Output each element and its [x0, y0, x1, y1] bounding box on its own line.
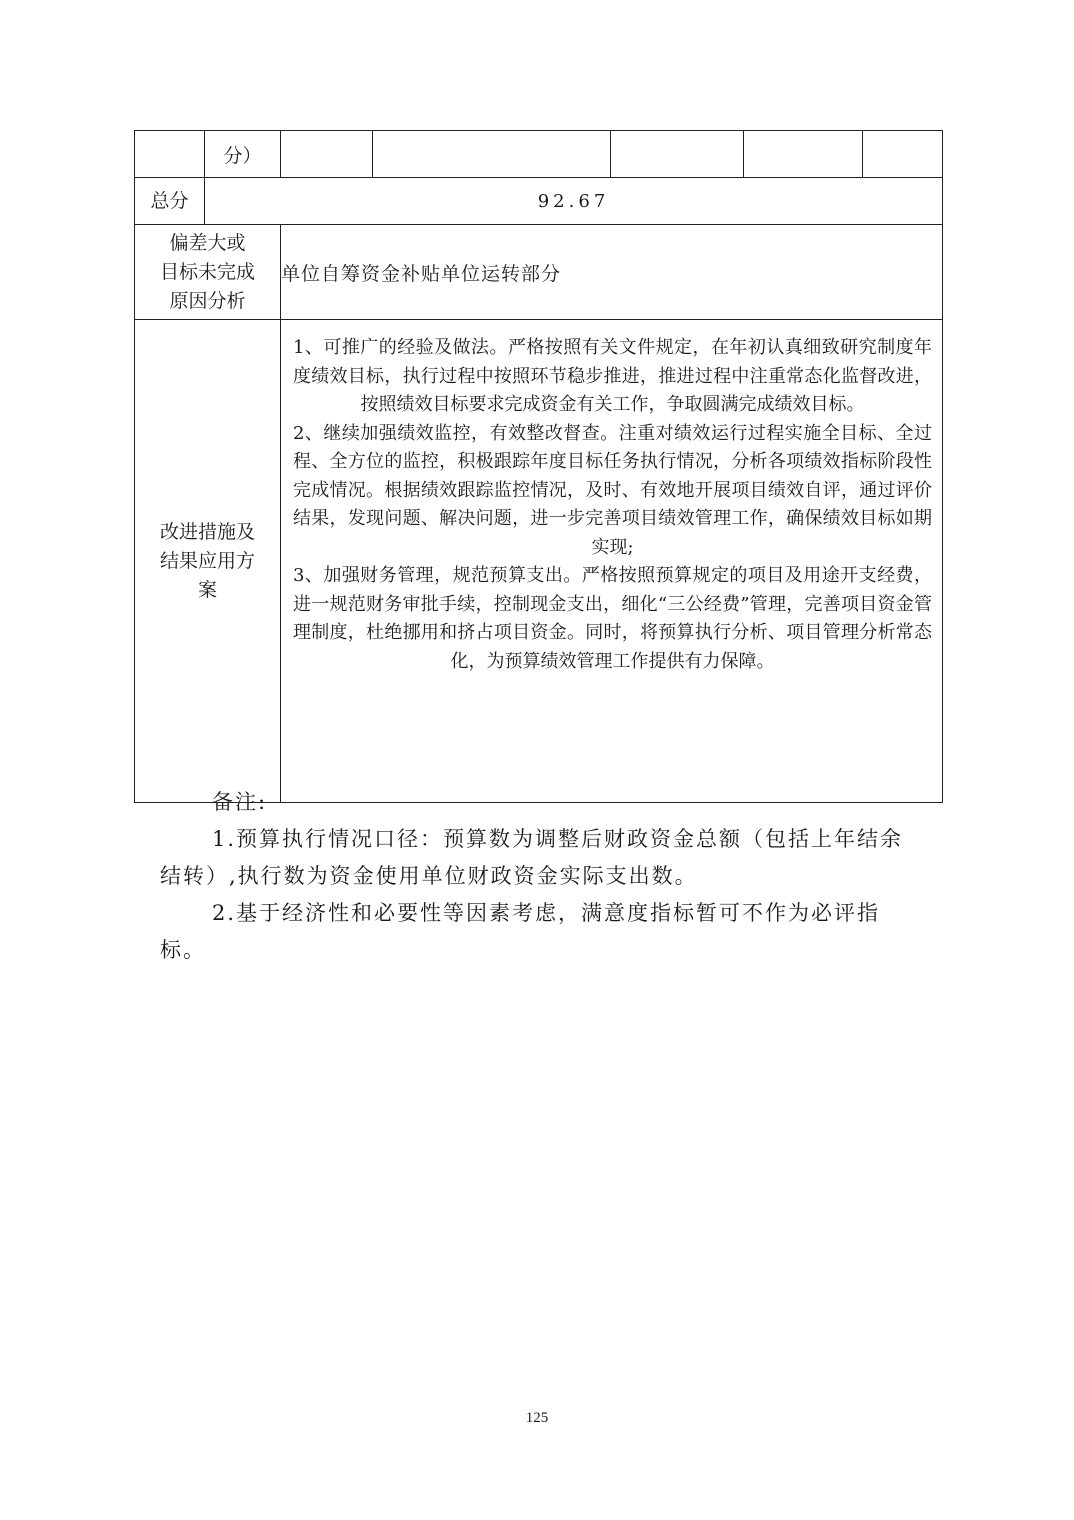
table-row-total-score [135, 178, 943, 225]
table-row-improvement-plan [135, 320, 943, 803]
table-row-deviation-reason [135, 225, 943, 320]
label-line: 结果应用方 [159, 549, 255, 572]
deviation-reason-text: 单位自筹资金补贴单位运转部分 [281, 225, 943, 320]
total-score-label: 总分 [135, 178, 205, 225]
improvement-paragraph-3: 3、加强财务管理，规范预算支出。严格按照预算规定的项目及用途开支经费，进一规范财务审批手续，控制现金支出，细化“三公经费”管理，完善项目资金管理制度，杜绝挪用和挤占项目资金。同时，将预算执行分析、项目管理分析常态化，为预算绩效管理工作提供有力保障。 [293, 565, 932, 672]
deviation-reason-label [135, 225, 281, 320]
score-label-fragment: 分） [205, 131, 281, 178]
remark-item-2: 2.基于经济性和必要性等因素考虑，满意度指标暂可不作为必评指标。 [160, 901, 881, 962]
table-cell-empty [373, 131, 611, 178]
performance-evaluation-table [134, 130, 943, 803]
page-number: 125 [525, 1410, 549, 1426]
table-row-score-fragment [135, 131, 943, 178]
label-line: 原因分析 [169, 289, 246, 312]
improvement-plan-content [281, 320, 943, 803]
table-cell-empty [744, 131, 863, 178]
table-cell-empty [281, 131, 373, 178]
table-cell-empty [611, 131, 744, 178]
remarks-heading: 备注: [212, 790, 268, 814]
table-cell-empty [135, 131, 205, 178]
improvement-paragraph-2: 2、继续加强绩效监控，有效整改督查。注重对绩效运行过程实施全目标、全过程、全方位的监控，积极跟踪年度目标任务执行情况，分析各项绩效指标阶段性完成情况。根据绩效跟踪监控情况，及时、有效地开展项目绩效自评，通过评价结果，发现问题、解决问题，进一步完善项目绩效管理工作，确保绩效目标如期实现; [293, 422, 932, 558]
label-line: 案 [197, 578, 217, 601]
remark-item-1: 1.预算执行情况口径：预算数为调整后财政资金总额（包括上年结余结转）,执行数为资金使用单位财政资金实际支出数。 [160, 827, 904, 888]
table-cell-empty [863, 131, 943, 178]
improvement-plan-label [135, 320, 281, 803]
improvement-paragraph-1: 1、可推广的经验及做法。严格按照有关文件规定，在年初认真细致研究制度年度绩效目标，执行过程中按照环节稳步推进，推进过程中注重常态化监督改进，按照绩效目标要求完成资金有关工作，争取圆满完成绩效目标。 [293, 337, 932, 415]
label-line: 改进措施及 [159, 520, 255, 543]
label-line: 偏差大或 [169, 231, 246, 254]
label-line: 目标未完成 [159, 260, 255, 283]
remarks-section [160, 784, 920, 969]
total-score-value: 92.67 [205, 178, 943, 225]
